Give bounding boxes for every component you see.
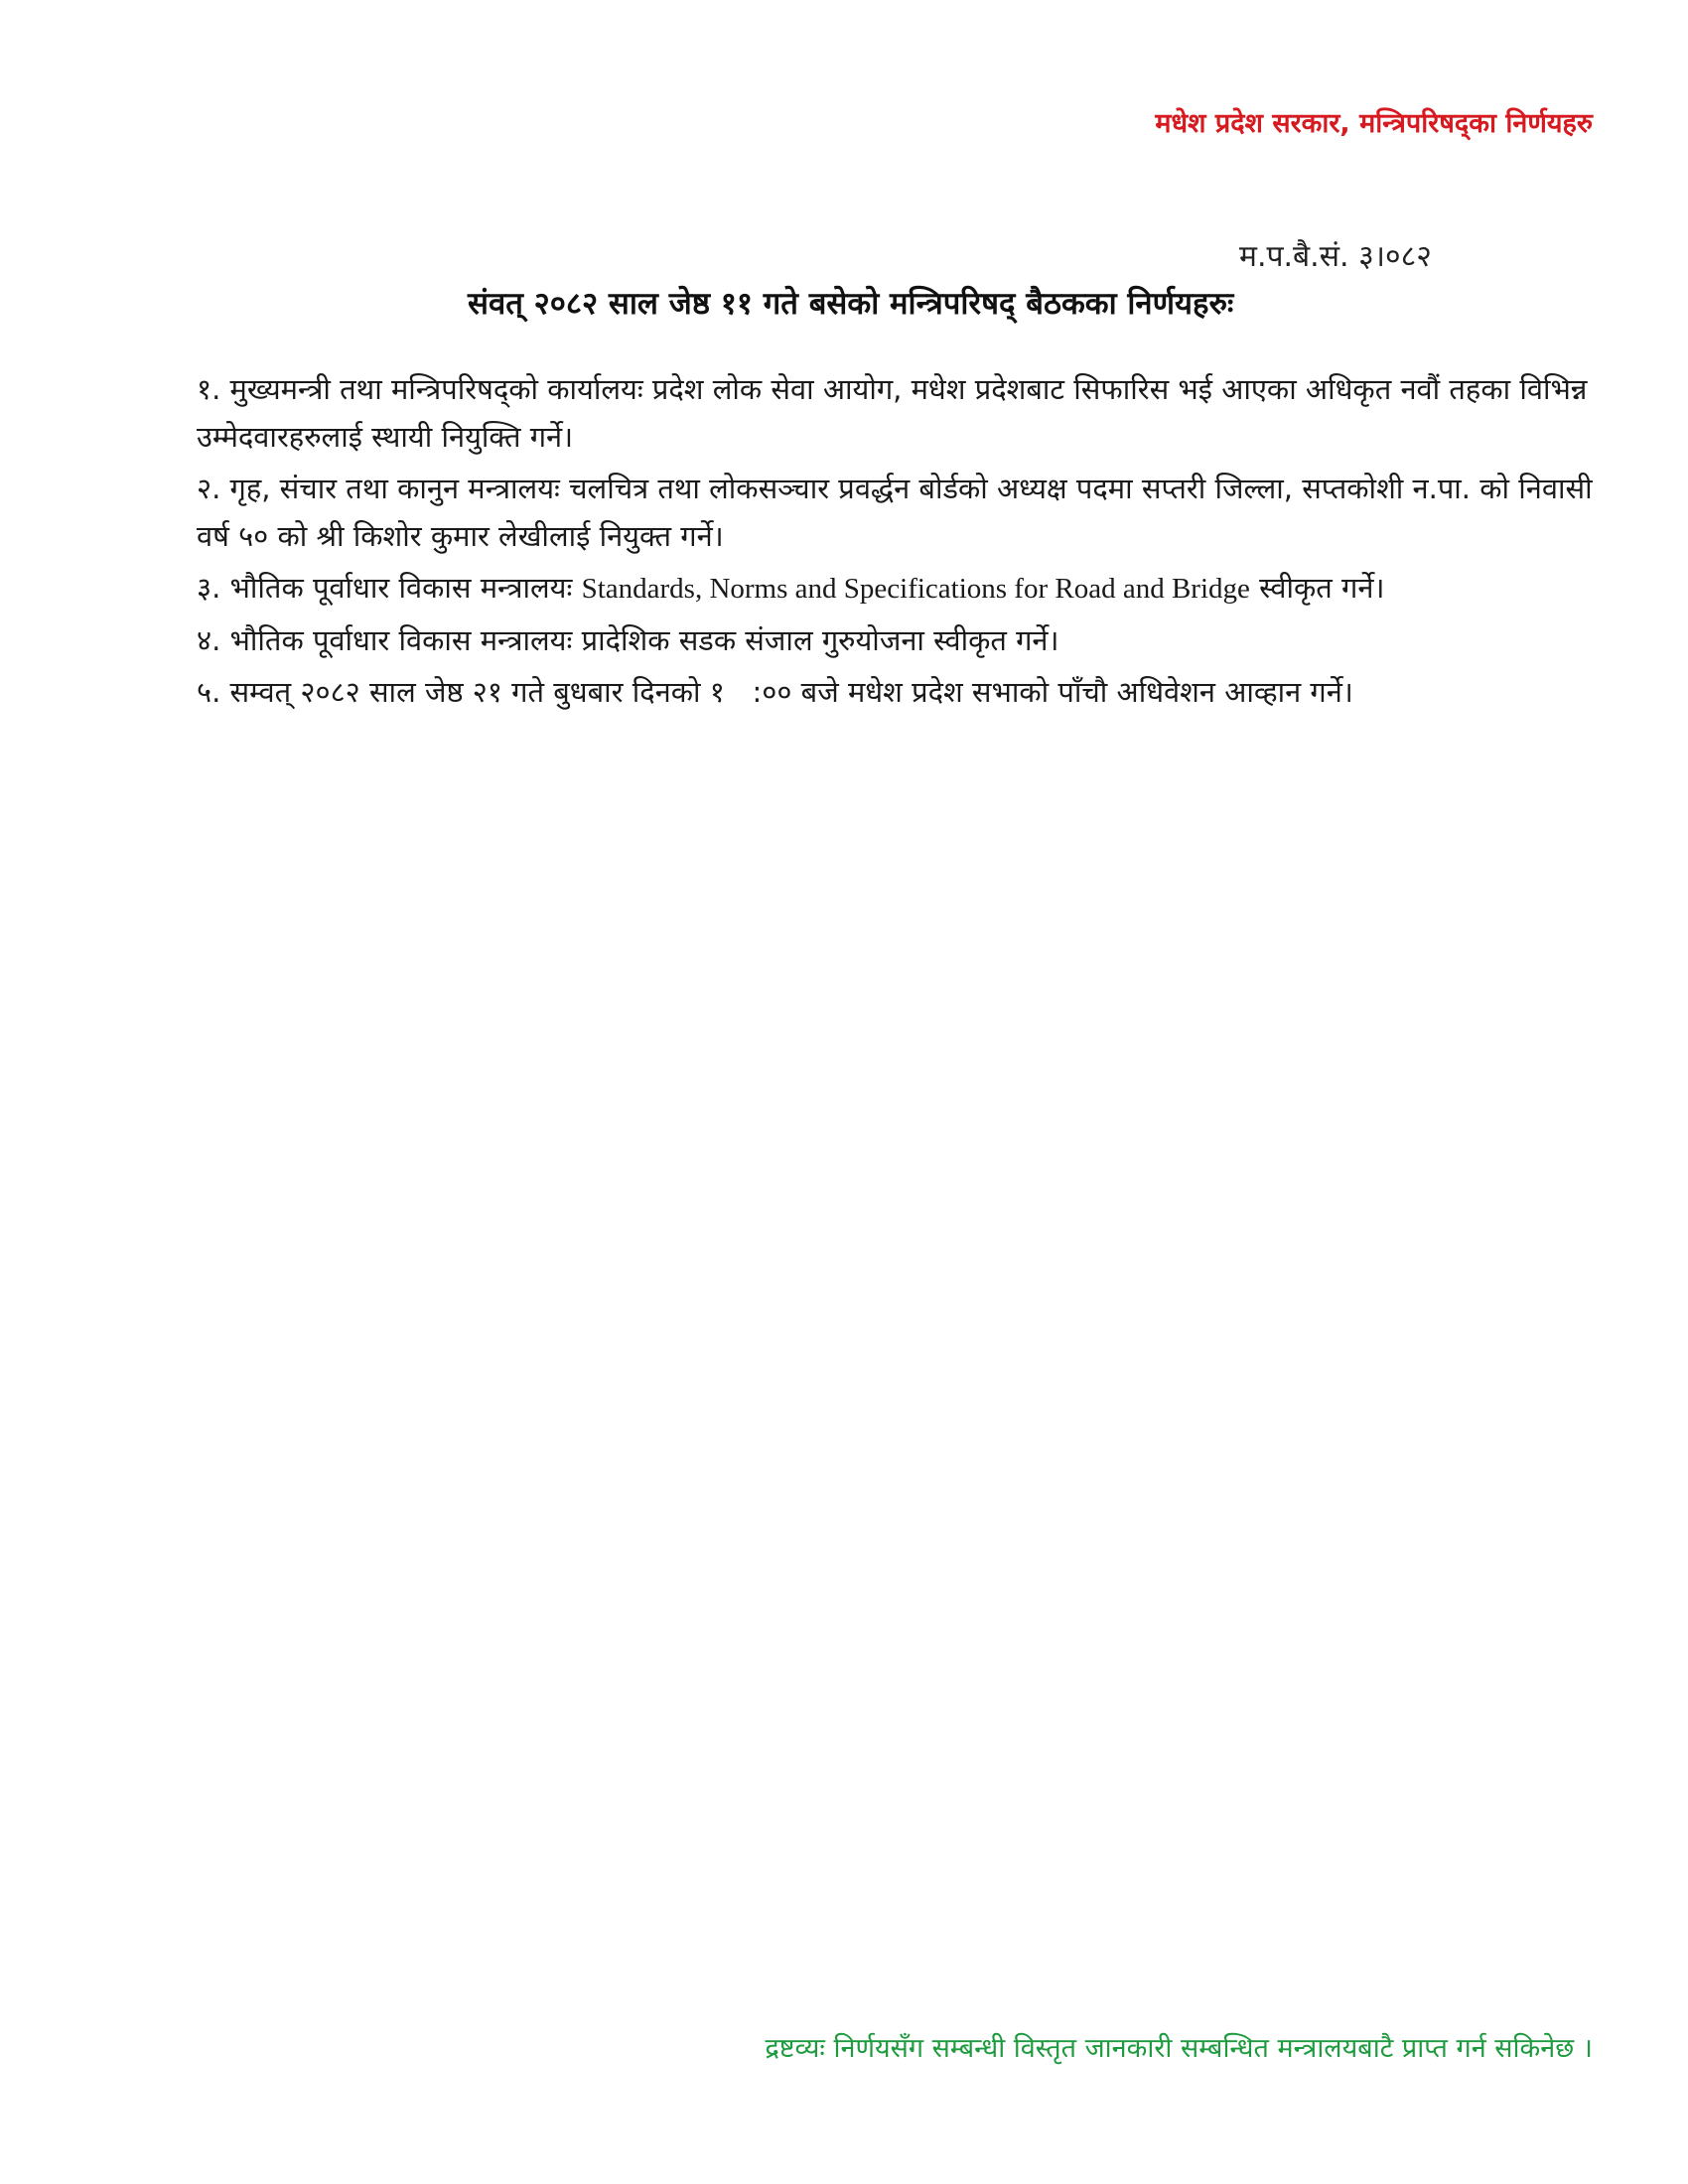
decision-item-2: २. गृह, संचार तथा कानुन मन्त्रालयः चलचित्र तथा लोकसञ्चार प्रवर्द्धन बोर्डको अध्यक्ष पदमा सप्तरी जिल्ला, सप्तकोशी न.पा. को निवासी वर्ष ५० को श्री किशोर कुमार लेखीलाई नियुक्त गर्ने। <box>197 472 1593 553</box>
decision-item-3 <box>197 564 1607 613</box>
government-header-title: मधेश प्रदेश सरकार, मन्त्रिपरिषद्का निर्णयहरु <box>1155 108 1593 139</box>
decision-item-3-prefix: ३. भौतिक पूर्वाधार विकास मन्त्रालयः <box>197 571 582 605</box>
meeting-heading: संवत् २०८२ साल जेष्ठ ११ गते बसेको मन्त्रिपरिषद् बैठकका निर्णयहरुः <box>468 286 1234 322</box>
decision-item-3-english-title: Standards, Norms and Specifications for Road and Bridge <box>581 573 1250 605</box>
decision-item-4: ४. भौतिक पूर्वाधार विकास मन्त्रालयः प्रादेशिक सडक संजाल गुरुयोजना स्वीकृत गर्ने। <box>197 623 1059 657</box>
decision-item-1: १. मुख्यमन्त्री तथा मन्त्रिपरिषद्को कार्यालयः प्रदेश लोक सेवा आयोग, मधेश प्रदेशबाट सिफारिस भई आएका अधिकृत नवौं तहका विभिन्न उम्मेदवारहरुलाई स्थायी नियुक्ति गर्ने। <box>197 372 1588 454</box>
meeting-reference-number: म.प.बै.सं. ३।०८२ <box>1239 239 1432 274</box>
decision-item-5: ५. सम्वत् २०८२ साल जेष्ठ २१ गते बुधबार दिनको १ :०० बजे मधेश प्रदेश सभाको पाँचौ अधिवेशन आव्हान गर्ने। <box>197 675 1353 709</box>
footer-note: द्रष्टव्यः निर्णयसँग सम्बन्धी विस्तृत जानकारी सम्बन्धित मन्त्रालयबाटै प्राप्त गर्न सकिनेछ । <box>765 2033 1593 2064</box>
decision-list <box>197 365 1607 720</box>
decision-item-3-suffix: स्वीकृत गर्ने। <box>1249 571 1385 605</box>
